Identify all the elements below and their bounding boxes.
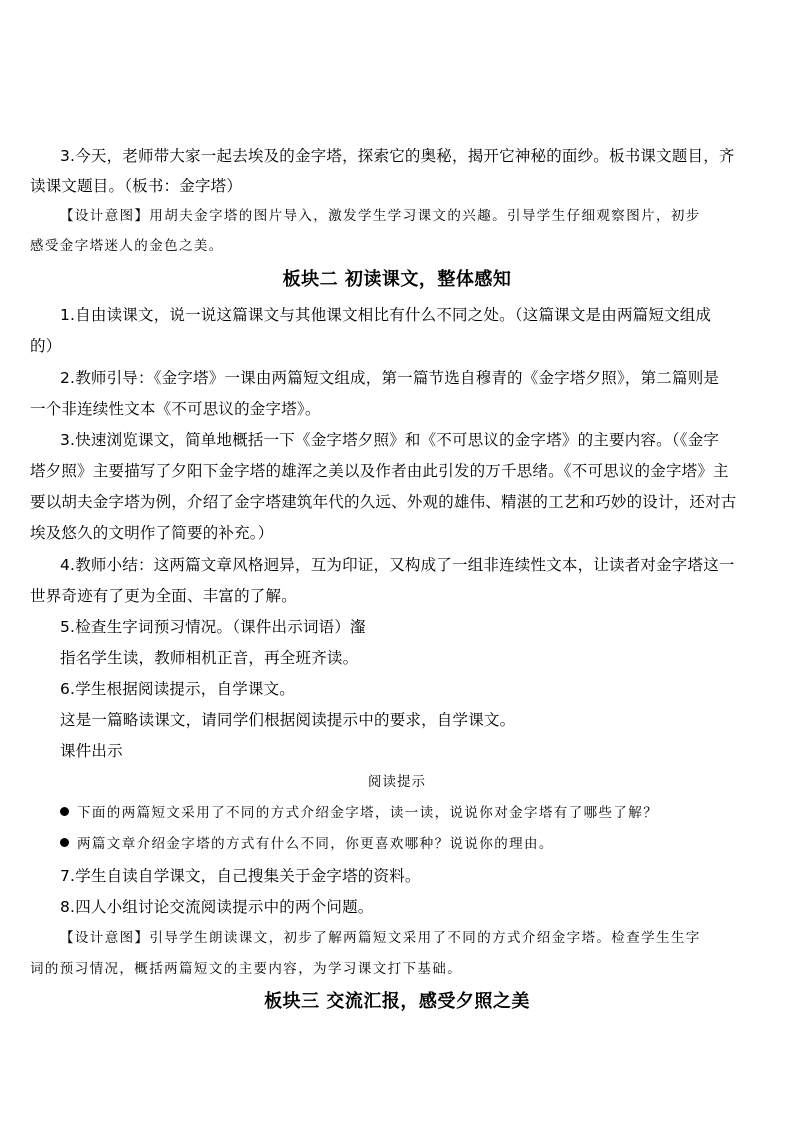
step-8: 8.四人小组讨论交流阅读提示中的两个问题。 [60, 898, 374, 916]
step-5-line-1: 5.检查生字词预习情况。（课件出示词语）瀣 [60, 618, 366, 636]
paragraph-intro-3-line-1: 3.今天，老师带大家一起去埃及的金字塔，探索它的奥秘，揭开它神秘的面纱。板书课文题目，齐 [60, 147, 735, 165]
reading-tip-1-text: 下面的两篇短文采用了不同的方式介绍金字塔，读一读，说说你对金字塔有了哪些了解？ [77, 805, 659, 821]
reading-tip-1 [60, 803, 658, 823]
design-intent-2-line-2: 词的预习情况，概括两篇短文的主要内容，为学习课文打下基础。 [30, 961, 463, 977]
step-4-line-2: 世界奇迹有了更为全面、丰富的了解。 [30, 587, 297, 605]
step-7: 7.学生自读自学课文，自己搜集关于金字塔的资料。 [60, 867, 421, 885]
step-3-line-4: 埃及悠久的文明作了简要的补充。） [30, 524, 274, 542]
step-6-line-2: 这是一篇略读课文，请同学们根据阅读提示中的要求，自学课文。 [60, 711, 516, 729]
design-intent-1-line-1: 【设计意图】用胡夫金字塔的图片导入，激发学生学习课文的兴趣。引导学生仔细观察图片，初步 [60, 208, 701, 224]
bullet-icon [60, 838, 69, 847]
reading-tip-2 [60, 834, 554, 854]
paragraph-intro-3-line-2: 读课文题目。（板书：金字塔） [30, 177, 243, 195]
step-6-line-1: 6.学生根据阅读提示，自学课文。 [60, 680, 295, 698]
design-intent-2-line-1: 【设计意图】引导学生朗读课文，初步了解两篇短文采用了不同的方式介绍金字塔。检查学生生字 [60, 930, 701, 946]
step-4-line-1: 4.教师小结：这两篇文章风格迥异，互为印证，又构成了一组非连续性文本，让读者对金字塔这一 [60, 556, 735, 574]
section-2-heading: 板块二 初读课文，整体感知 [282, 269, 512, 290]
bullet-icon [60, 807, 69, 816]
design-intent-1-line-2: 感受金字塔迷人的金色之美。 [30, 238, 224, 254]
courseware-label: 课件出示 [60, 742, 123, 760]
step-3-line-1: 3.快速浏览课文，简单地概括一下《金字塔夕照》和《不可思议的金字塔》的主要内容。（《金字 [60, 431, 720, 449]
step-2-line-1: 2.教师引导：《金字塔》一课由两篇短文组成，第一篇节选自穆青的《金字塔夕照》，第二篇则是 [60, 369, 720, 387]
reading-tips-title: 阅读提示 [368, 774, 426, 790]
step-5-line-2: 指名学生读，教师相机正音，再全班齐读。 [60, 649, 359, 667]
step-3-line-3: 要以胡夫金字塔为例，介绍了金字塔建筑年代的久远、外观的雄伟、精湛的工艺和巧妙的设计，还对古 [30, 493, 737, 511]
step-3-line-2: 塔夕照》主要描写了夕阳下金字塔的雄浑之美以及作者由此引发的万千思绪。《不可思议的金字塔》主 [30, 462, 729, 480]
step-1-line-1: 1.自由读课文，说一说这篇课文与其他课文相比有什么不同之处。（这篇课文是由两篇短文组成 [60, 306, 712, 324]
step-2-line-2: 一个非连续性文本《不可思议的金字塔》。 [30, 400, 321, 418]
reading-tip-2-text: 两篇文章介绍金字塔的方式有什么不同，你更喜欢哪种？说说你的理由。 [77, 836, 554, 852]
section-3-heading: 板块三 交流汇报，感受夕照之美 [264, 991, 530, 1012]
step-1-line-2: 的） [30, 337, 62, 355]
